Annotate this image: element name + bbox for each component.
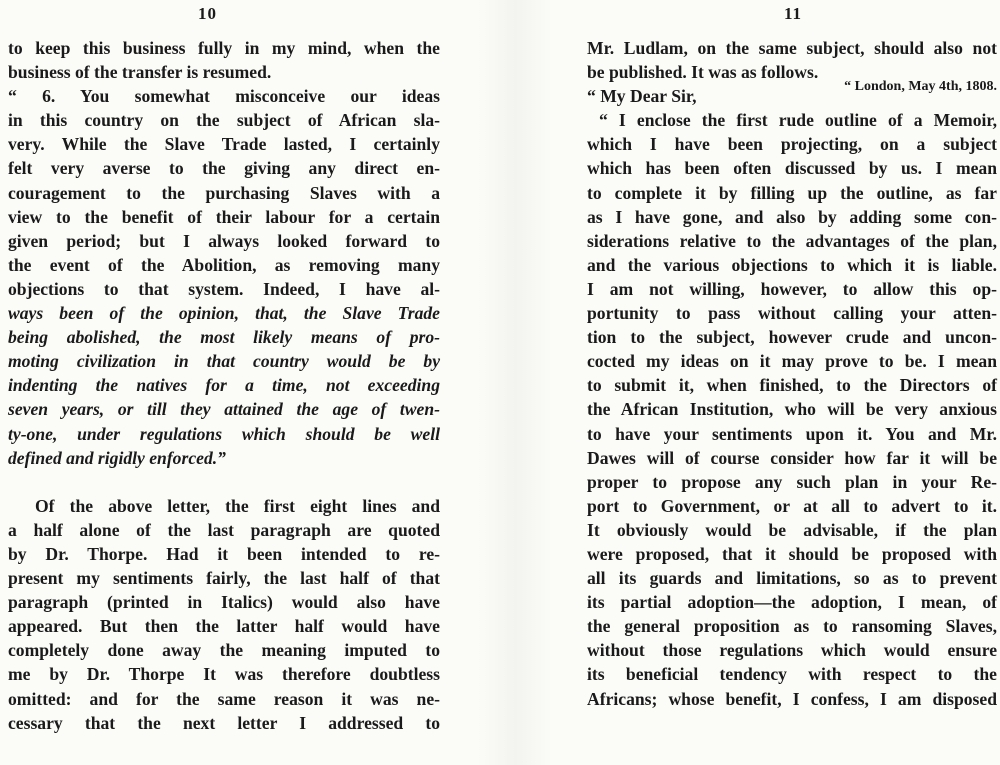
right-text-line: “ I enclose the first rude outline of a Memoir, [599, 110, 997, 131]
right-text-line: to have your sentiments upon it. You and Mr. [587, 423, 997, 444]
left-text-line: ways been of the opinion, that, the Slave Trade [8, 303, 440, 324]
left-text-line: Of the above letter, the first eight lines and [35, 495, 440, 516]
left-text-line: moting civilization in that country would be by [8, 351, 440, 372]
right-text-line: siderations relative to the advantages of the plan, [587, 230, 997, 251]
right-text-line: I am not willing, however, to allow this op- [587, 278, 997, 299]
right-text-line: Dawes will of course consider how far it will be [587, 447, 997, 468]
right-text-line: without those regulations which would ensure [587, 640, 997, 661]
right-text-line: which has been often discussed by us. I mean [587, 158, 997, 179]
left-text-line: cessary that the next letter I addressed to [8, 712, 440, 733]
right-text-line: as I have gone, and also by adding some con- [587, 206, 997, 227]
left-text-line: objections to that system. Indeed, I have al- [8, 278, 440, 299]
left-text-line: completely done away the meaning imputed to [8, 640, 440, 661]
left-text-line: present my sentiments fairly, the last half of that [8, 568, 440, 589]
left-page-number: 10 [198, 4, 217, 23]
left-text-line [8, 470, 440, 494]
right-page [560, 0, 1000, 765]
right-text-line: portunity to pass without calling your atten- [587, 303, 997, 324]
left-text-line: “ 6. You somewhat misconceive our ideas [8, 86, 440, 107]
left-text-line: being abolished, the most likely means of pro- [8, 327, 440, 348]
left-text-line: a half alone of the last paragraph are quoted [8, 519, 440, 540]
left-text-line: in this country on the subject of African sla- [8, 110, 440, 131]
left-text-line: me by Dr. Thorpe It was therefore doubtless [8, 664, 440, 685]
right-text-line: were proposed, that it should be proposed with [587, 543, 997, 564]
book-gutter [478, 0, 552, 765]
right-text-line: its partial adoption—the adoption, I mean, of [587, 592, 997, 613]
left-text-line: view to the benefit of their labour for a certain [8, 206, 440, 227]
right-text-line [587, 79, 997, 108]
right-text-line: the African Institution, who will be very anxious [587, 399, 997, 420]
left-text-line: defined and rigidly enforced.” [8, 447, 226, 468]
right-text-line: proper to propose any such plan in your Re- [587, 471, 997, 492]
left-text-line: ty-one, under regulations which should be well [8, 423, 440, 444]
left-text-line: seven years, or till they attained the age of twen- [8, 399, 440, 420]
right-page-number: 11 [784, 4, 803, 23]
right-text-line: tion to the subject, however crude and uncon- [587, 327, 997, 348]
left-text-line: paragraph (printed in Italics) would also have [8, 592, 440, 613]
right-text-line: all its guards and limitations, so as to prevent [587, 568, 997, 589]
right-text-line: port to Government, or at all to advert to it. [587, 495, 997, 516]
left-text-line: omitted: and for the same reason it was ne- [8, 688, 440, 709]
right-text-line: be published. It was as follows. [587, 62, 819, 83]
left-page [0, 0, 470, 765]
right-text-line: its beneficial tendency with respect to the [587, 664, 997, 685]
right-text-line: and the various objections to which it is liable. [587, 254, 997, 275]
left-text-line: to keep this business fully in my mind, when the [8, 38, 440, 58]
letter-dateline: “ London, May 4th, 1808. [844, 79, 997, 95]
left-text-line: the event of the Abolition, as removing many [8, 254, 440, 275]
left-text-line: given period; but I always looked forward to [8, 230, 440, 251]
left-text-line: business of the transfer is resumed. [8, 62, 272, 83]
left-page-text [8, 36, 440, 735]
left-text-line: couragement to the purchasing Slaves with a [8, 182, 440, 203]
left-text-line: appeared. But then the latter half would have [8, 616, 440, 637]
right-text-line: to complete it by filling up the outline, as far [587, 182, 997, 203]
right-text-line: Mr. Ludlam, on the same subject, should also not [587, 38, 997, 58]
left-text-line: indenting the natives for a time, not exceeding [8, 375, 440, 396]
right-text-line: Africans; whose benefit, I confess, I am disposed [587, 688, 997, 709]
left-text-line: very. While the Slave Trade lasted, I certainly [8, 134, 440, 155]
right-text-line: the general proposition as to ransoming Slaves, [587, 616, 997, 637]
right-text-line: cocted my ideas on it may prove to be. I mean [587, 351, 997, 372]
right-text-line: to submit it, when finished, to the Directors of [587, 375, 997, 396]
left-text-line: felt very averse to the giving any direct en- [8, 158, 440, 179]
salutation: “ My Dear Sir, [587, 86, 697, 107]
right-text-line: which I have been projecting, on a subject [587, 134, 997, 155]
right-text-line: It obviously would be advisable, if the plan [587, 519, 997, 540]
left-text-line: by Dr. Thorpe. Had it been intended to re- [8, 543, 440, 564]
right-page-text [587, 36, 997, 711]
